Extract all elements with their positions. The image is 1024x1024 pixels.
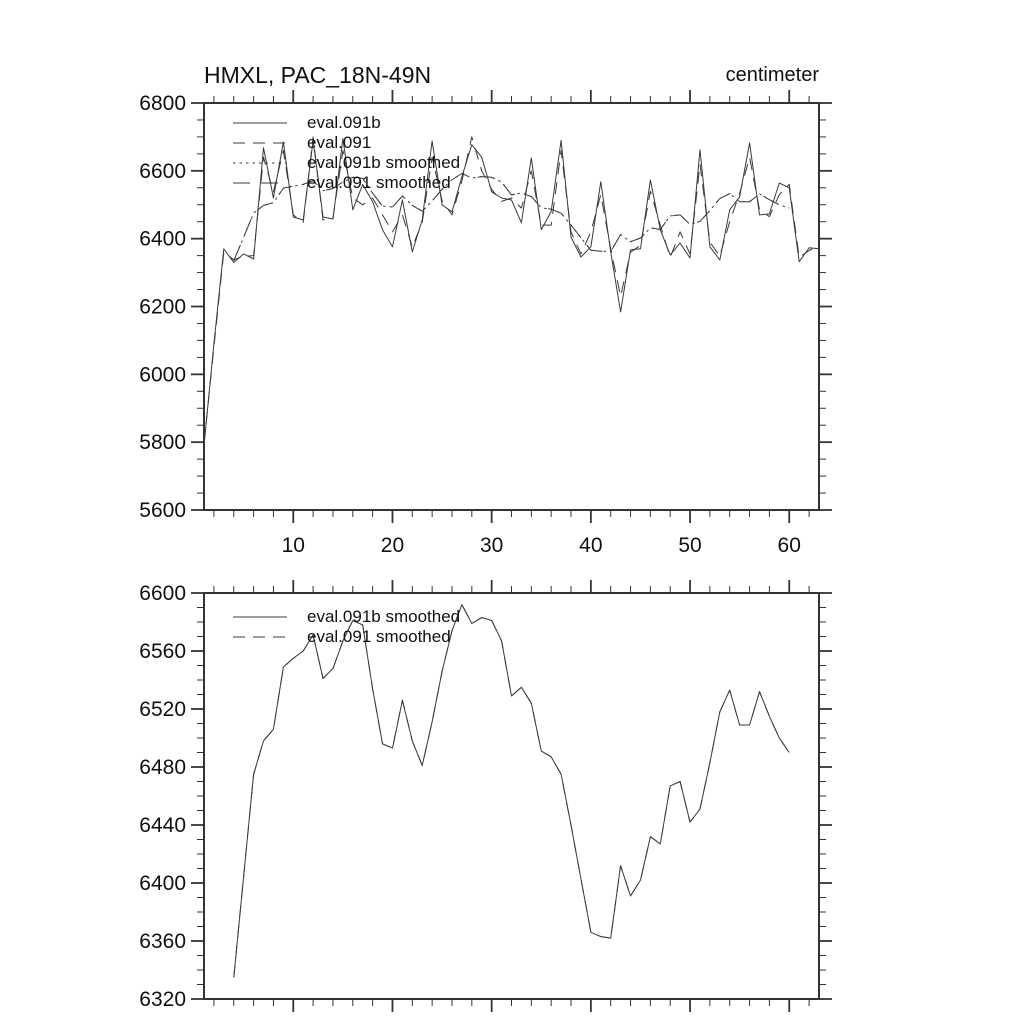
x-tick-label: 10	[281, 534, 305, 557]
bottom-legend	[233, 607, 460, 647]
top-legend	[233, 113, 460, 193]
legend-line-sample	[233, 615, 287, 619]
legend-line-sample	[233, 121, 287, 125]
legend-label: eval.091b smoothed	[307, 607, 461, 626]
x-tick-label: 20	[380, 534, 405, 557]
plot-frame	[204, 593, 819, 999]
legend-line-sample	[233, 161, 287, 165]
chart-title: HMXL, PAC_18N-49N	[204, 62, 432, 88]
legend-label: eval.091 smoothed	[307, 627, 451, 646]
y-tick-label: 6360	[139, 930, 186, 953]
legend-item	[233, 607, 460, 627]
series-line	[234, 605, 789, 978]
y-tick-label: 6600	[139, 582, 186, 605]
y-tick-label: 6320	[139, 988, 186, 1011]
y-tick-label: 6520	[139, 698, 186, 721]
y-tick-label: 6480	[139, 756, 186, 779]
y-tick-label: 6400	[139, 872, 186, 895]
x-tick-label: 40	[579, 534, 603, 557]
x-tick-label: 30	[479, 534, 504, 557]
y-tick-label: 6000	[139, 363, 186, 387]
series-line	[234, 605, 789, 978]
legend-item	[233, 153, 460, 173]
legend-line-sample	[233, 635, 287, 639]
unit-label: centimeter	[725, 64, 819, 86]
y-tick-label: 6600	[139, 159, 186, 183]
y-tick-label: 5600	[139, 499, 186, 522]
legend-label: eval.091b	[307, 113, 381, 132]
legend-item	[233, 173, 460, 193]
y-tick-label: 6400	[139, 227, 186, 251]
y-tick-label: 6200	[139, 295, 186, 319]
legend-item	[233, 133, 460, 153]
legend-label: eval.091 smoothed	[307, 173, 451, 192]
x-tick-label: 60	[777, 534, 801, 557]
y-tick-label: 6440	[139, 814, 186, 837]
legend-label: eval.091	[307, 133, 372, 152]
legend-line-sample	[233, 181, 287, 185]
y-tick-label: 6800	[139, 92, 186, 115]
legend-item	[233, 113, 460, 133]
legend-label: eval.091b smoothed	[307, 153, 461, 172]
y-tick-label: 6560	[139, 640, 186, 663]
x-tick-label: 50	[678, 534, 702, 557]
legend-line-sample	[233, 141, 287, 145]
legend-item	[233, 627, 460, 647]
y-tick-label: 5800	[139, 431, 186, 455]
